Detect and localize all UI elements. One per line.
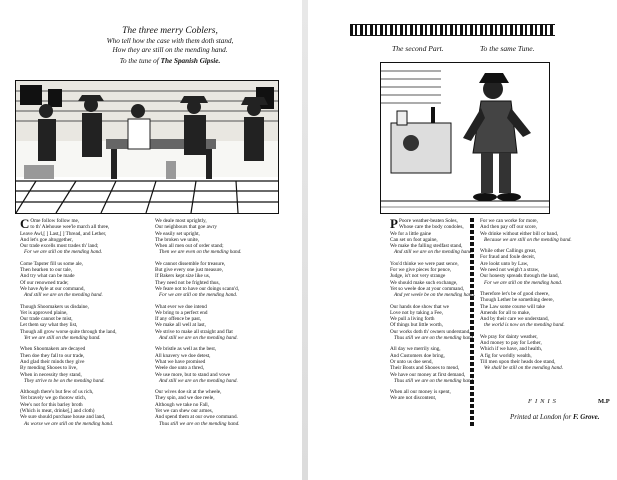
verse-line: We easily set upright, [155,230,200,237]
stanza [155,304,290,342]
ballad-title-block [70,26,270,66]
verse-line: What we have promised [155,358,206,365]
verse-line: They spin, and we doe reele, [155,395,215,402]
verse-line: We pull a living forth [390,316,435,323]
left-column-1 [20,218,145,432]
refrain-line: Then we are even on the mending hand. [159,249,242,256]
verse-line: Or unto us doe send, [390,358,433,365]
verse-line: Although we take no Fall, [155,401,210,408]
verse-line: We use more, but to stand and vowe [155,371,231,378]
right-column-2 [480,218,600,377]
verse-line: And money to pay for Lether, [480,340,542,347]
stanza [155,261,290,299]
ballad-title: The three merry Coblers, [122,26,218,36]
left-column-2 [155,218,290,432]
verse-line: Their Boots and Shooes to mend, [390,365,460,372]
verse-line: Therefore let's be of good cheere, [480,290,550,297]
ballad-subtitle-line-2: How they are still on the mending hand. [112,45,228,54]
stanza [480,291,600,329]
verse-line: We make the falling stedfast stand, [390,243,463,250]
refrain-line: And still we are on the mending hand. [159,335,238,342]
verse-line: And let's goe altoggether, [20,236,73,243]
verse-line: By mending Shooes to live, [20,365,78,372]
tune-line: To the same Tune. [480,44,535,53]
verse-line: When Shoomakers are decayed [20,346,86,353]
verse-line: We have Ayle at our command, [20,285,85,292]
verse-line: Our wives doe sit at the wheele, [155,389,222,396]
verse-line: Which if we have, and health, [480,346,543,353]
verse-line: Poore weather-beaten Soles, [398,218,458,224]
verse-line: Of things but little worth, [390,322,443,329]
verse-line: Amends for all to make, [480,309,531,316]
stanza [155,389,290,427]
refrain-line: For we are still on the mending hand. [484,279,563,286]
tavern-woodcut-image [15,80,279,214]
verse-line: Though Shoomakers us disdaine, [20,303,89,310]
verse-line: And try what can be made [20,273,75,280]
stanza [155,346,290,384]
verse-line: We need not weigh't a straw, [480,267,540,274]
verse-line: Can set on foot againe, [390,236,438,243]
verse-line: What ever we doe intend [155,303,207,310]
verse-line: We make all well at last, [155,322,206,329]
printer-monogram: M.P [598,398,610,405]
ballad-subtitle-line-1: Who tell how the case with them doth stand, [106,37,234,45]
verse-line: While other Callings great, [480,248,537,255]
verse-line: And Customers doe bring, [390,352,445,359]
stanza [480,218,600,243]
left-page [0,0,300,480]
imprint-prefix: Printed at London for [510,413,572,421]
verse-line: The Law some course will take [480,303,545,310]
verse-line: We have our money at first demand, [390,371,466,378]
verse-line: And then pay off our score, [480,224,537,231]
verse-line: And spend them at our owne command. [155,414,238,421]
refrain-line: For we are still on the mending hand. [159,292,238,299]
verse-line: Then doe they fall to our trade, [20,352,85,359]
verse-line: We pray for dainty weather, [480,333,538,340]
verse-line: All day we merrily sing, [390,346,441,353]
refrain-line: We shall be still on the mending hand. [484,365,564,372]
refrain-line: And still we are on the mending hand. [159,377,238,384]
verse-line: Love not by taking a Fee, [390,309,444,316]
verse-line: We strive to make all straight and flat [155,328,233,335]
verse-line: We for a little gaine [390,230,432,237]
imprint-name: F. Grove. [573,413,600,421]
dropcap: P [390,216,398,231]
verse-line: We sure should purchase house and land, [20,414,106,421]
verse-line: Whose care the body condoles, [398,224,464,231]
tavern-woodcut-illustration [16,81,278,213]
dropcap: C [20,216,30,231]
verse-line: Though Lether be something deere, [480,297,554,304]
verse-line: All knavery we doe detest, [155,352,211,359]
verse-line: Till men upon their heads doe stand, [480,358,556,365]
verse-line: If Bakers kept size like us, [155,273,211,280]
verse-line: Then hearken to our tale, [20,267,72,274]
verse-line: (Which is meat, drinke[,] and cloth) [20,408,95,415]
verse-line: We deale most uprightly, [155,218,207,224]
refrain-line: Yet we are still on the mending hand. [24,335,101,342]
verse-line: Weele doe unto a thred, [155,365,204,372]
verse-line: When in necessity they stand, [20,371,82,378]
verse-line: Let them say what they list, [20,322,78,329]
stanza [20,346,145,384]
stanza [20,304,145,342]
finis-label: FINIS [528,398,559,405]
refrain-line: Because we are still on the mending hand. [484,236,572,243]
verse-line: Come Tapster fill us some ale, [20,260,83,267]
verse-line: We bring to a perfect end [155,309,208,316]
verse-line: For we give pieces for pence, [390,267,452,274]
verse-line: And glad their minds they give [20,358,85,365]
verse-line: Yet so weele doe at your command, [390,285,464,292]
verse-line: Our honesty spreads through the land, [480,273,559,280]
verse-line: Though all grow worse quite through the land, [20,328,117,335]
tune-line [70,57,270,66]
verse-line: Leave Awl,[ ] Last,[ ] Thread, and Lether, [20,230,107,237]
verse-line: Yet bravely we go thorow stich, [20,395,87,402]
stanza [480,334,600,372]
verse-line: Are lookt unto by Law, [480,260,529,267]
verse-line: Wee's not for this barley broth [20,401,83,408]
stanza [390,389,500,402]
verse-line: We are not discontent, [390,395,437,402]
stanza [155,218,290,256]
cobbler-woodcut-illustration [381,63,549,213]
verse-line: Our works doth th' owners understand, [390,328,471,335]
tune-prefix: To the tune of [119,57,159,66]
stanza [20,261,145,299]
right-page [310,0,617,480]
verse-line: And by their care we understand, [480,316,549,323]
verse-line: When all our money is spent, [390,389,451,396]
verse-line: Our neighbours that goe awry [155,224,217,231]
verse-line: Although there's but few of us rich, [20,389,94,396]
stanza [20,389,145,427]
cobbler-woodcut-image [380,62,550,214]
refrain-line: Thus still we are on the mending hand. [159,420,240,427]
verse-line: The broken we unite, [155,236,200,243]
tune-name: The Spanish Gipsie. [160,57,221,66]
verse-line: We cannot dissemble for treasure, [155,260,226,267]
verse-line: We drinke without either bill or band, [480,230,559,237]
verse-line: Our hands doe show that we [390,303,449,310]
refrain-line: For we are still on the mending hand. [24,249,103,256]
verse-line: They need not be frighted thus, [155,279,220,286]
verse-line: Our trade cannot be mist, [20,316,73,323]
verse-line: If any offence be past, [155,316,202,323]
verse-line: But give every one just measure, [155,267,223,274]
refrain-line: And yet weele be on the mending hand. [394,292,476,299]
verse-line: Our trade excells most trades th' land; [20,243,99,250]
stanza [20,218,145,256]
verse-line: Of our renowned trade; [20,279,69,286]
verse-line: Yet is approved plaine, [20,309,68,316]
verse-line: A fig for worldly wealth, [480,352,532,359]
stanza [480,248,600,286]
refrain-line: And still we are on the mending hand. [24,292,103,299]
refrain-line: And still we are on the mending hand. [394,249,473,256]
verse-line: We should make such exchange, [390,279,458,286]
verse-line: Judge, is't not very strange [390,273,446,280]
verse-line: For fraud and foule deceit, [480,254,536,261]
page-gutter [302,0,308,480]
verse-line: Ome follow follow me, [30,218,80,224]
part-title: The second Part. [392,44,444,53]
refrain-line: As worse we are still on the mending hand. [24,420,114,427]
verse-line: For we can worke for more, [480,218,538,224]
printer-imprint [510,413,600,421]
decorative-border-ornament [350,24,555,36]
verse-line: We feare not to have our doings scann'd, [155,285,240,292]
refrain-line: Thus still we are on the mending hand. [394,335,475,342]
refrain-line: Thus still we are on the mending hand. [394,377,475,384]
verse-line: to th' Alehouse wee'le march all three, [30,224,110,231]
verse-line: Yet we can shew our armes, [155,408,213,415]
refrain-line: They strive to be on the mending hand. [24,377,105,384]
verse-line: We bristle as well as the best, [155,346,217,353]
refrain-line: the world is now on the mending hand. [484,322,565,329]
verse-line: You'd thinke we were past sence, [390,260,459,267]
verse-line: When all men out of order stand; [155,243,224,250]
